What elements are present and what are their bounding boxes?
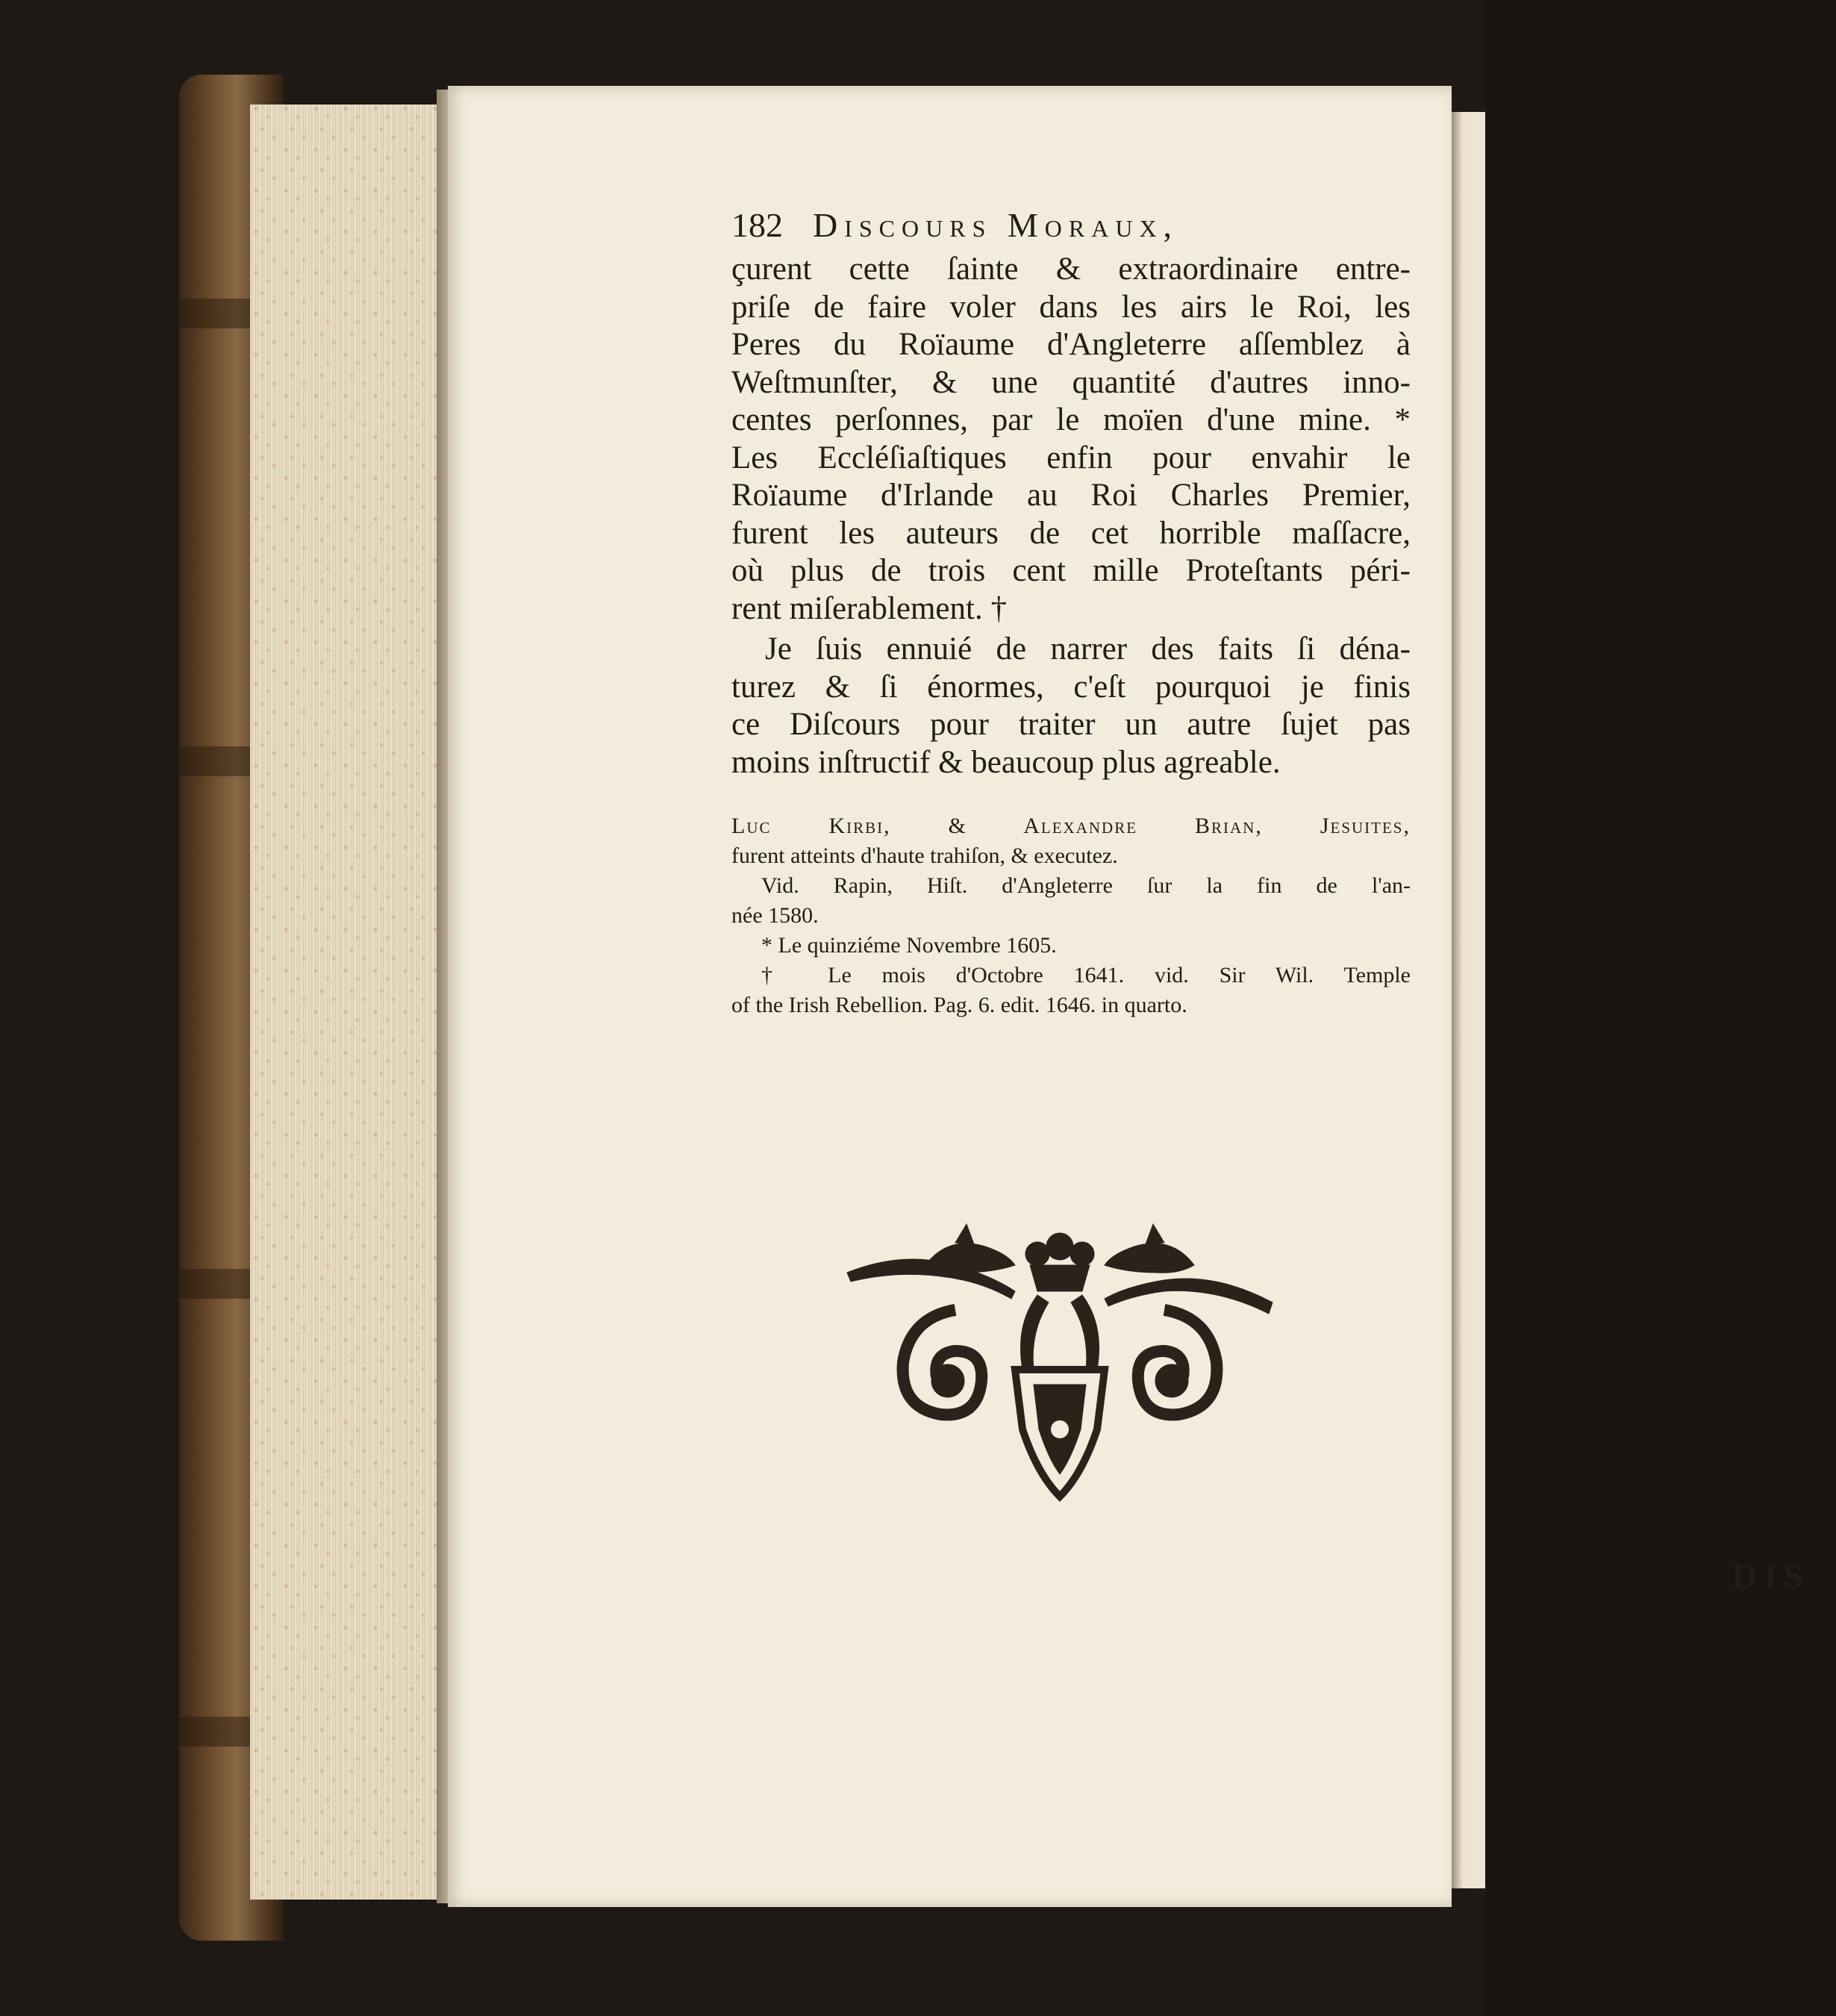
text-block	[731, 205, 1411, 1020]
body-line: Peres du Roïaume d'Angleterre aſſemblez à	[731, 327, 1411, 362]
paragraph-1	[731, 251, 1411, 628]
body-line: centes perſonnes, par le moïen d'une mine. *	[731, 402, 1411, 437]
footnote-line: † Le mois d'Octobre 1641. vid. Sir Wil. Temple	[761, 963, 1411, 987]
footnotes	[731, 811, 1411, 1020]
footnote-line: Luc Kirbi, & Alexandre Brian, Jeſuites,	[731, 814, 1411, 838]
body-line: où plus de trois cent mille Proteſtants péri-	[731, 553, 1411, 588]
page-number: 182	[731, 206, 783, 244]
body-line: rent miſerablement. †	[731, 590, 1007, 626]
body-line: ce Diſcours pour traiter un autre ſujet pas	[731, 707, 1411, 742]
footnote-line: * Le quinziéme Novembre 1605.	[761, 933, 1057, 958]
body-line: furent les auteurs de cet horrible maſſacre,	[731, 515, 1411, 551]
running-head: Discours Moraux,	[813, 206, 1179, 244]
page-edges	[250, 104, 437, 1900]
body-line: çurent cette ſainte & extraordinaire entre-	[731, 252, 1411, 287]
page-header	[731, 205, 1411, 245]
footnote-line: née 1580.	[731, 903, 819, 928]
catchword: DIS	[1732, 1557, 1810, 1597]
body-line: turez & ſi énormes, c'eſt pourquoi je finis	[731, 669, 1411, 705]
footnote-line: of the Irish Rebellion. Pag. 6. edit. 1646. in quarto.	[731, 993, 1187, 1017]
body-text	[731, 251, 1411, 781]
body-line: priſe de faire voler dans les airs le Roi, les	[731, 289, 1411, 325]
footnote-line: Vid. Rapin, Hiſt. d'Angleterre ſur la fin de l'an-	[761, 873, 1411, 898]
page	[448, 86, 1810, 1907]
body-line: Weſtmunſter, & une quantité d'autres inno-	[731, 364, 1411, 400]
paragraph-2	[731, 631, 1411, 781]
footnote-line: furent atteints d'haute trahiſon, & executez.	[731, 843, 1118, 868]
body-line: moins inſtructif & beaucoup plus agreable.	[731, 744, 1281, 780]
body-line: Les Eccléſiaſtiques enfin pour envahir le	[731, 440, 1411, 475]
ornament-tailpiece-icon	[843, 1220, 1276, 1504]
body-line: Roïaume d'Irlande au Roi Charles Premier,	[731, 478, 1411, 513]
body-line: Je ſuis ennuié de narrer des faits ſi déna-	[765, 631, 1411, 667]
